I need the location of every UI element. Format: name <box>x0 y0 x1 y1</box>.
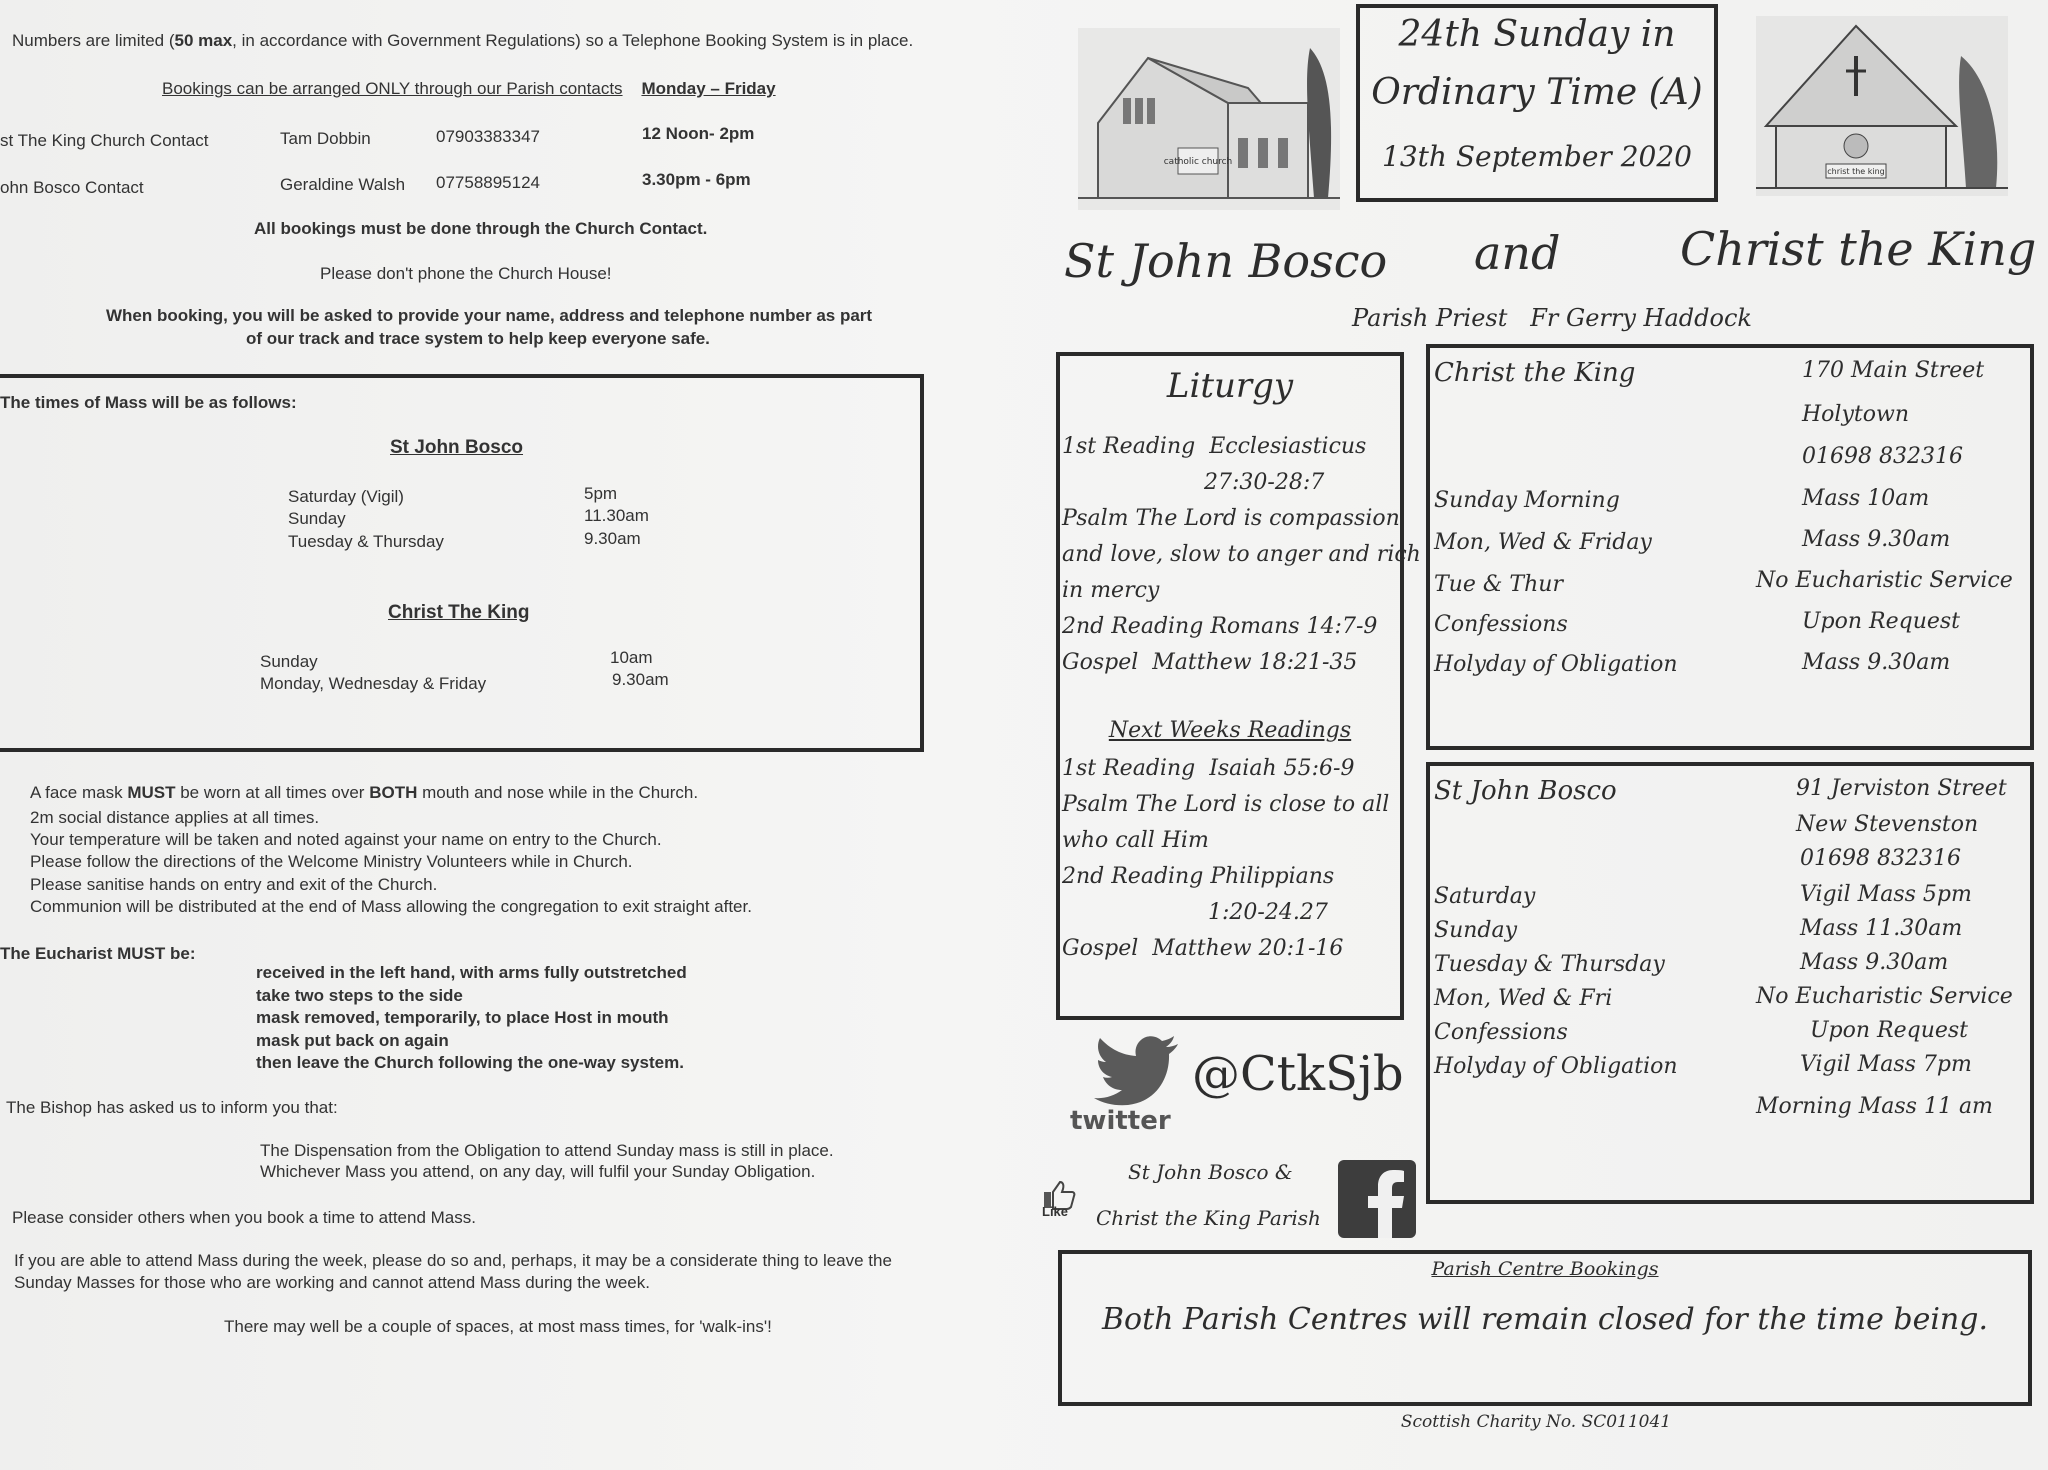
mass-day: Saturday (Vigil) <box>288 487 404 506</box>
parish-name-sjb: St John Bosco <box>1064 234 1388 288</box>
sjb-row-time: Mass 11.30am <box>1800 916 1963 941</box>
ctk-mass-title: Christ The King <box>388 602 530 623</box>
rule-line: 2m social distance applies at all times. <box>30 808 320 827</box>
title-line: 24th Sunday in <box>1398 14 1676 55</box>
ctk-row-day: Confessions <box>1434 612 1568 637</box>
sjb-row-time: Vigil Mass 5pm <box>1800 882 1972 907</box>
walkins-note: There may well be a couple of spaces, at most mass times, for 'walk-ins'! <box>224 1317 772 1336</box>
twitter-bird-icon <box>1094 1034 1180 1106</box>
consider-note: Please consider others when you book a time to attend Mass. <box>12 1208 476 1227</box>
contact-church: st The King Church Contact <box>0 131 209 150</box>
contact-name: Tam Dobbin <box>280 129 371 148</box>
liturgy-line: 1st Reading Ecclesiasticus <box>1062 434 1367 459</box>
notice-no-phone: Please don't phone the Church House! <box>320 264 612 283</box>
liturgy-line: 2nd Reading Romans 14:7-9 <box>1062 614 1378 639</box>
ctk-name: Christ the King <box>1434 358 1636 388</box>
mass-times-box <box>0 374 924 752</box>
liturgy-line: 1st Reading Isaiah 55:6-9 <box>1062 756 1355 781</box>
next-readings-title: Next Weeks Readings <box>1108 718 1352 743</box>
rule-line: A face mask MUST be worn at all times over BOTH mouth and nose while in the Church. <box>30 783 699 802</box>
ctk-row-time: Mass 9.30am <box>1802 527 1951 552</box>
church-sign-text: christ the king <box>1827 167 1885 176</box>
sjb-row-day: Saturday <box>1434 884 1536 909</box>
bishop-line: Whichever Mass you attend, on any day, will fulfil your Sunday Obligation. <box>260 1162 816 1181</box>
contact-hours: 12 Noon- 2pm <box>642 124 755 143</box>
parish-name-ctk: Christ the King <box>1680 222 2037 276</box>
rule-line: Please follow the directions of the Welcome Ministry Volunteers while in Church. <box>30 852 633 871</box>
rule-line: Please sanitise hands on entry and exit of the Church. <box>30 875 438 894</box>
eucharist-step: mask removed, temporarily, to place Host in mouth <box>256 1008 669 1027</box>
ctk-row-day: Sunday Morning <box>1434 488 1620 513</box>
liturgy-line: Psalm The Lord is close to all <box>1062 792 1390 817</box>
parish-and: and <box>1474 226 1561 280</box>
liturgy-line: and love, slow to anger and rich <box>1062 542 1421 567</box>
weekday-note: If you are able to attend Mass during the week, please do so and, perhaps, it may be a considerate thing to leave the <box>14 1251 892 1270</box>
notice-booking-details: When booking, you will be asked to provide your name, address and telephone number as part <box>106 306 873 325</box>
contact-name: Geraldine Walsh <box>280 175 406 194</box>
intro-line: Numbers are limited (50 max, in accordance with Government Regulations) so a Telephone Booking System is in place. <box>12 31 914 50</box>
sjb-row-time: Vigil Mass 7pm <box>1800 1052 1972 1077</box>
twitter-handle[interactable]: @CtkSjb <box>1192 1046 1404 1102</box>
sjb-address: 91 Jerviston Street <box>1796 776 2007 801</box>
church-sign-text: catholic church <box>1163 157 1233 167</box>
liturgy-line: 1:20-24.27 <box>1208 900 1328 925</box>
eucharist-step: mask put back on again <box>256 1031 449 1050</box>
bishop-line: The Dispensation from the Obligation to attend Sunday mass is still in place. <box>260 1141 834 1160</box>
ctk-row-time: Upon Request <box>1802 609 1961 634</box>
ctk-row-day: Tue & Thur <box>1434 572 1563 597</box>
liturgy-line: who call Him <box>1062 828 1209 853</box>
ctk-row-time: Mass 9.30am <box>1802 650 1951 675</box>
notice-all-bookings: All bookings must be done through the Church Contact. <box>254 219 708 238</box>
sjb-mass-title: St John Bosco <box>390 437 524 458</box>
church-sketch-image <box>1078 28 1340 210</box>
eucharist-step: take two steps to the side <box>256 986 463 1005</box>
sjb-row-day: Sunday <box>1434 918 1518 943</box>
parish-centre-text: Both Parish Centres will remain closed for the time being. <box>1102 1302 1988 1337</box>
ctk-row-day: Holyday of Obligation <box>1434 652 1678 677</box>
parish-centre-title: Parish Centre Bookings <box>1431 1258 1659 1280</box>
liturgy-title: Liturgy <box>1166 366 1294 406</box>
liturgy-line: Gospel Matthew 18:21-35 <box>1062 650 1358 675</box>
sjb-row-time: No Eucharistic Service <box>1756 984 2013 1009</box>
notice-booking-details: of our track and trace system to help keep everyone safe. <box>246 329 710 348</box>
mass-day: Sunday <box>260 652 318 671</box>
mass-time: 10am <box>610 648 653 667</box>
liturgy-line: in mercy <box>1062 578 1160 603</box>
sjb-row-day: Tuesday & Thursday <box>1434 952 1665 977</box>
facebook-text: St John Bosco & <box>1128 1160 1293 1184</box>
mass-day: Tuesday & Thursday <box>288 532 444 551</box>
sjb-phone: 01698 832316 <box>1800 846 1961 871</box>
facebook-text: Christ the King Parish <box>1096 1206 1321 1230</box>
church-sketch-image <box>1756 16 2008 196</box>
mass-time: 5pm <box>584 484 618 503</box>
contact-phone: 07903383347 <box>436 127 541 146</box>
mass-day: Sunday <box>288 509 346 528</box>
priest-line: Parish Priest Fr Gerry Haddock <box>1352 304 1752 332</box>
rule-line: Your temperature will be taken and noted against your name on entry to the Church. <box>30 830 662 849</box>
sjb-row-time: Mass 9.30am <box>1800 950 1949 975</box>
ctk-phone: 01698 832316 <box>1802 444 1963 469</box>
charity-number: Scottish Charity No. SC011041 <box>1400 1412 1672 1432</box>
sjb-row-time: Upon Request <box>1810 1018 1969 1043</box>
sjb-row-day: Mon, Wed & Fri <box>1434 986 1613 1011</box>
liturgy-line: Psalm The Lord is compassion <box>1062 506 1400 531</box>
facebook-icon[interactable] <box>1338 1160 1416 1238</box>
bookings-line: Bookings can be arranged ONLY through our Parish contacts Monday – Friday <box>162 79 776 98</box>
contact-church: ohn Bosco Contact <box>0 178 144 197</box>
contact-phone: 07758895124 <box>436 173 541 192</box>
weekday-note: Sunday Masses for those who are working and cannot attend Mass during the week. <box>14 1273 650 1292</box>
mass-time: 11.30am <box>584 506 649 525</box>
title-date: 13th September 2020 <box>1382 140 1692 173</box>
sjb-name: St John Bosco <box>1434 776 1617 806</box>
ctk-row-time: No Eucharistic Service <box>1756 568 2013 593</box>
rule-line: Communion will be distributed at the end of Mass allowing the congregation to exit straight after. <box>30 897 752 916</box>
sjb-address: New Stevenston <box>1796 812 1979 837</box>
mass-day: Monday, Wednesday & Friday <box>260 674 487 693</box>
twitter-wordmark: twitter <box>1070 1106 1171 1136</box>
liturgy-line: 27:30-28:7 <box>1204 470 1325 495</box>
eucharist-step: then leave the Church following the one-way system. <box>256 1053 684 1072</box>
mass-times-heading: The times of Mass will be as follows: <box>0 393 297 412</box>
mass-time: 9.30am <box>584 529 641 548</box>
bishop-heading: The Bishop has asked us to inform you that: <box>6 1098 338 1117</box>
sjb-row-day: Holyday of Obligation <box>1434 1054 1678 1079</box>
sjb-row-day: Confessions <box>1434 1020 1568 1045</box>
eucharist-heading: The Eucharist MUST be: <box>0 944 196 963</box>
liturgy-line: 2nd Reading Philippians <box>1062 864 1335 889</box>
ctk-address: 170 Main Street <box>1802 358 1985 383</box>
liturgy-line: Gospel Matthew 20:1-16 <box>1062 936 1344 961</box>
ctk-row-day: Mon, Wed & Friday <box>1434 530 1652 555</box>
sjb-extra: Morning Mass 11 am <box>1756 1094 1993 1119</box>
ctk-address: Holytown <box>1802 402 1909 427</box>
eucharist-step: received in the left hand, with arms fully outstretched <box>256 963 687 982</box>
mass-time: 9.30am <box>612 670 669 689</box>
like-label: Like <box>1042 1204 1069 1219</box>
contact-hours: 3.30pm - 6pm <box>642 170 751 189</box>
ctk-row-time: Mass 10am <box>1802 486 1930 511</box>
title-line: Ordinary Time (A) <box>1371 72 1703 113</box>
